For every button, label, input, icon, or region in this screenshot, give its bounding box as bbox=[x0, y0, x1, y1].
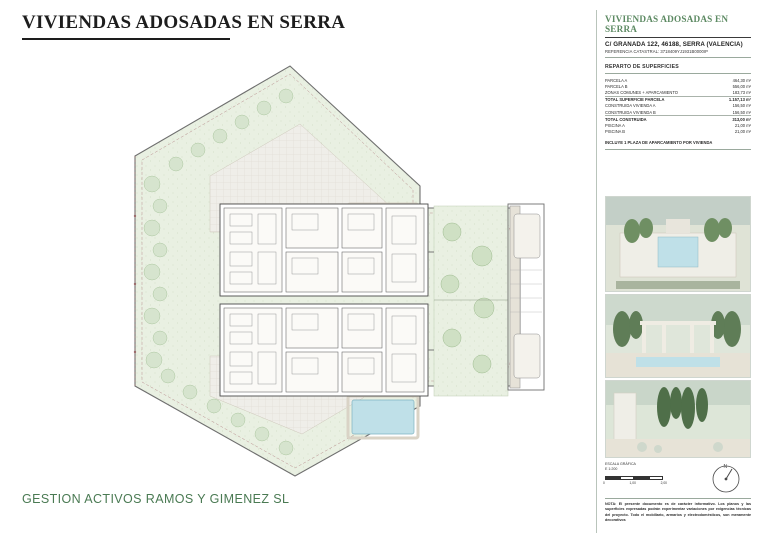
included-parking-note: INCLUYE 1 PLAZA DE APARCAMIENTO POR VIVIENDA bbox=[605, 139, 713, 145]
footer-company-name: GESTION ACTIVOS RAMOS Y GIMENEZ SL bbox=[22, 492, 290, 506]
areas-table bbox=[605, 77, 751, 135]
area-value: 21,00 m² bbox=[734, 129, 751, 135]
area-value: 464,30 m² bbox=[732, 77, 751, 83]
areas-section-header: REPARTO DE SUPERFICIES bbox=[605, 64, 679, 70]
area-label: PARCELA B bbox=[605, 83, 628, 89]
title-underline bbox=[22, 38, 230, 40]
render-image-1 bbox=[605, 196, 751, 292]
site-plan-drawing bbox=[90, 56, 550, 486]
scale-bar bbox=[605, 476, 663, 480]
area-label: ZONAS COMUNES + APARCAMIENTO bbox=[605, 89, 678, 95]
svg-text:N: N bbox=[723, 464, 728, 470]
compass-north-icon bbox=[709, 462, 743, 496]
table-row bbox=[605, 129, 751, 135]
panel-rule-3 bbox=[605, 149, 751, 150]
area-value: 21,00 m² bbox=[734, 122, 751, 128]
area-label: PISCINA A bbox=[605, 122, 625, 128]
area-label: CONSTRUIDA VIVIENDA B bbox=[605, 109, 656, 115]
area-value: 183,73 m² bbox=[732, 89, 751, 95]
area-label: PISCINA B bbox=[605, 129, 626, 135]
area-value: 1.157,13 m² bbox=[728, 97, 751, 103]
render-image-3 bbox=[605, 380, 751, 458]
area-value: 156,50 m² bbox=[732, 103, 751, 109]
area-label: TOTAL SUPERFICIE PARCELA bbox=[605, 97, 665, 103]
panel-cadastral-reference: REFERENCIA CATASTRAL: 3718409YJ1931B0000IP bbox=[605, 49, 708, 54]
area-value: 556,00 m² bbox=[732, 83, 751, 89]
render-image-2 bbox=[605, 294, 751, 378]
table-row bbox=[605, 89, 751, 96]
area-value: 313,00 m² bbox=[732, 116, 751, 122]
panel-rule-1 bbox=[605, 57, 751, 58]
panel-rule-2 bbox=[605, 73, 751, 74]
area-label: CONSTRUIDA VIVIENDA A bbox=[605, 103, 656, 109]
page-title: VIVIENDAS ADOSADAS EN SERRA bbox=[22, 12, 346, 33]
area-label: TOTAL CONSTRUIDA bbox=[605, 116, 647, 122]
table-row bbox=[605, 109, 751, 116]
legal-note: NOTA: El presente documento es de carácter informativo. Los planos y las superficies expresadas podrán experimentar variaciones por exigencias técnicas del proyecto. Todo el mobiliario, armarios y electrodomésticos, son meramente decorativos bbox=[605, 502, 751, 523]
panel-footer-rule bbox=[605, 498, 751, 499]
area-label: PARCELA A bbox=[605, 77, 628, 83]
scale-ticks: 0 1,00 2,00 bbox=[603, 481, 667, 485]
scale-label: ESCALA GRÁFICA E 1:200 bbox=[605, 462, 636, 472]
table-row bbox=[605, 116, 751, 123]
panel-title-rule bbox=[605, 37, 751, 38]
panel-title: VIVIENDAS ADOSADAS EN SERRA bbox=[605, 14, 729, 34]
table-row bbox=[605, 96, 751, 103]
area-value: 156,50 m² bbox=[732, 109, 751, 115]
panel-address: C/ GRANADA 122, 46188, SERRA (VALENCIA) bbox=[605, 41, 743, 48]
info-panel bbox=[596, 10, 755, 533]
